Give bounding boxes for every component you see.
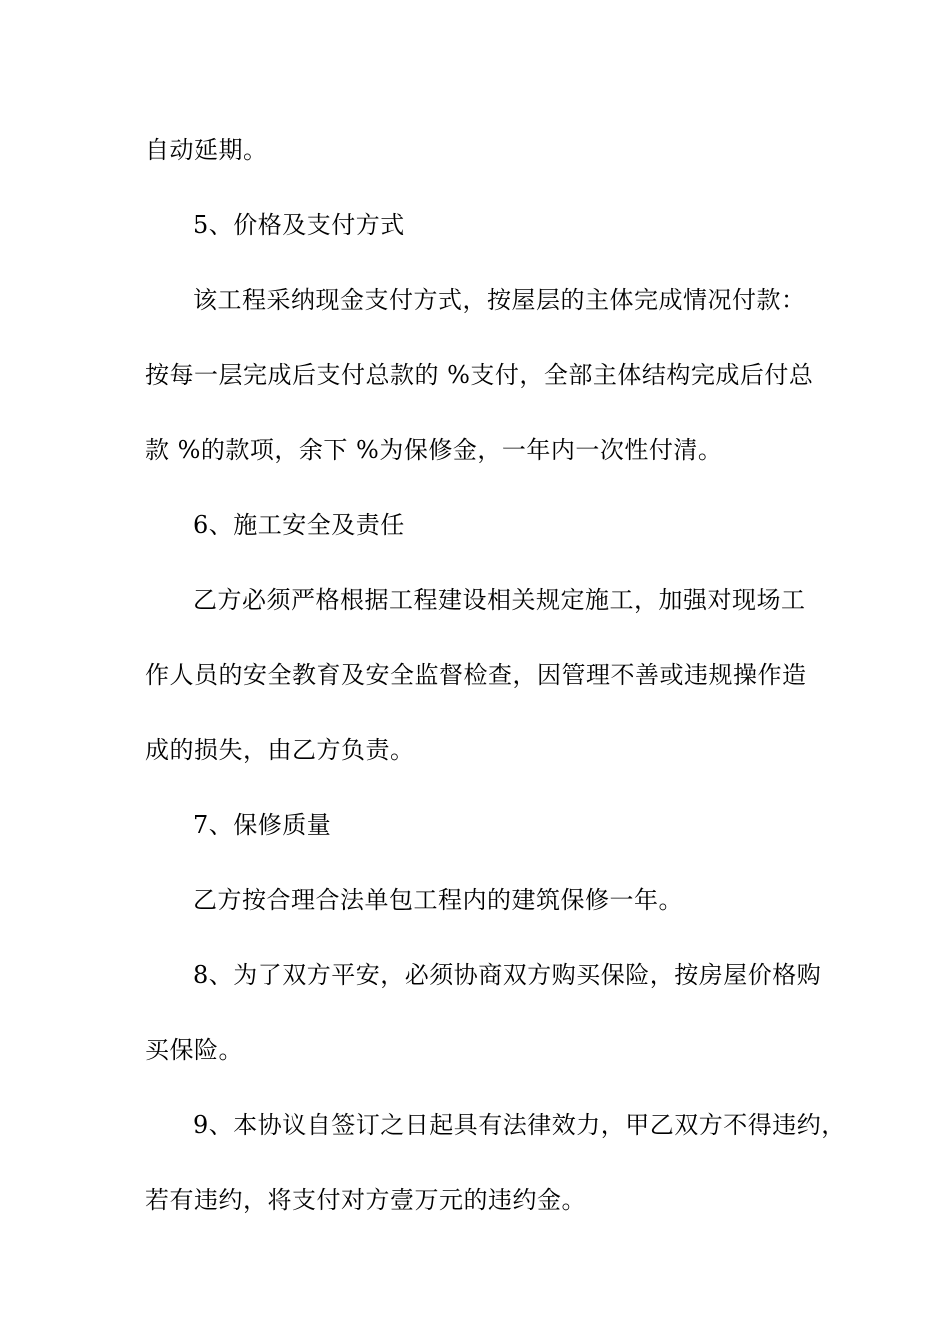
paragraph-line: 买保险。 [145,1036,243,1064]
paragraph-line: 9、本协议自签订之日起具有法律效力，甲乙双方不得违约， [193,1111,846,1139]
section-heading-safety: 6、施工安全及责任 [193,511,405,539]
paragraph-line: 作人员的安全教育及安全监督检查，因管理不善或违规操作造 [145,661,807,689]
paragraph-line: 乙方必须严格根据工程建设相关规定施工，加强对现场工 [193,586,806,614]
paragraph-line: 成的损失，由乙方负责。 [145,736,415,764]
section-heading-warranty: 7、保修质量 [193,811,332,839]
paragraph-line: 该工程采纳现金支付方式，按屋层的主体完成情况付款： [193,286,806,314]
paragraph-line: 乙方按合理合法单包工程内的建筑保修一年。 [193,886,683,914]
paragraph-line: 款 %的款项，余下 %为保修金，一年内一次性付清。 [145,436,723,464]
paragraph-line: 自动延期。 [145,136,268,164]
paragraph-line: 8、为了双方平安，必须协商双方购买保险，按房屋价格购 [193,961,822,989]
paragraph-line: 若有违约，将支付对方壹万元的违约金。 [145,1186,586,1214]
paragraph-line: 按每一层完成后支付总款的 %支付，全部主体结构完成后付总 [145,361,814,389]
section-heading-price-payment: 5、价格及支付方式 [193,211,405,239]
